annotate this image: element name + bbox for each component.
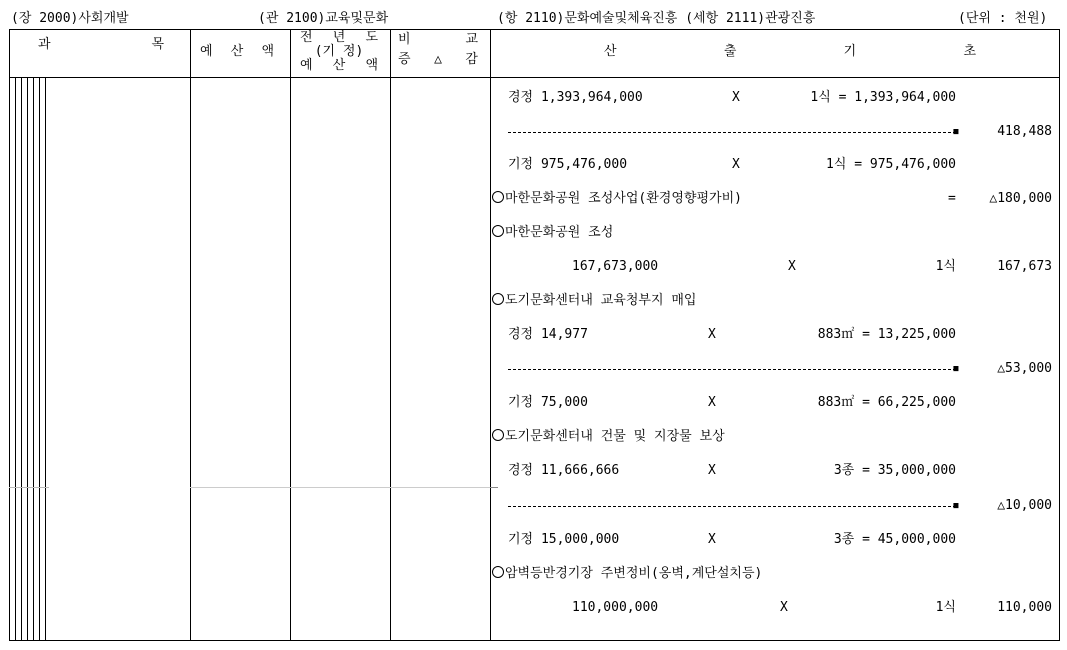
calc-label: 경정 11,666,666	[508, 463, 620, 478]
calc-label: 경정 1,393,964,000	[508, 90, 643, 105]
item-row	[492, 428, 1060, 448]
header-bottom-border	[9, 77, 1060, 78]
multiply-sign: X	[708, 327, 716, 342]
calc-amount: △53,000	[997, 361, 1052, 376]
col-text: △	[434, 52, 442, 67]
multiply-sign: X	[708, 395, 716, 410]
calc-row	[492, 156, 1060, 176]
col-text: 초	[963, 44, 976, 59]
col-prev-year	[300, 31, 378, 73]
item-label: 도기문화센터내 교육청부지 매입	[505, 293, 697, 308]
calc-row	[492, 599, 1060, 619]
item-row	[492, 224, 1060, 244]
table-bottom-border	[9, 640, 1060, 641]
calc-label: 기정 975,476,000	[508, 157, 628, 172]
dash-line	[508, 506, 956, 507]
col-subject	[38, 38, 164, 52]
calc-qty: 3종 = 45,000,000	[833, 532, 956, 547]
col-text: 산	[332, 58, 346, 73]
col-text: 예	[300, 58, 313, 73]
calc-qty: 1식 = 1,393,964,000	[810, 90, 956, 105]
item-row	[492, 292, 1060, 312]
col-subject-b: 목	[151, 37, 164, 52]
dash-row	[492, 360, 1060, 380]
dash-row	[492, 497, 1060, 517]
item-row	[492, 565, 1060, 585]
divider-subject	[190, 29, 191, 641]
col-text: 산	[604, 44, 617, 59]
bullet-circle-icon	[492, 566, 504, 578]
calc-row	[492, 258, 1060, 278]
bullet-circle-icon	[492, 225, 504, 237]
subject-level-line	[27, 77, 28, 641]
calc-amount: △10,000	[997, 498, 1052, 513]
subject-level-line	[39, 77, 40, 641]
unit-label: (단위 : 천원)	[958, 11, 1048, 26]
subject-level-line	[15, 77, 16, 641]
calc-label: 경정 14,977	[508, 327, 588, 342]
calc-row	[492, 326, 1060, 346]
border-left	[9, 29, 10, 641]
col-text: 도	[365, 30, 378, 45]
calc-row	[492, 531, 1060, 551]
bullet-circle-icon	[492, 293, 504, 305]
chapter-label: (장 2000)사회개발	[11, 11, 129, 26]
multiply-sign: X	[708, 532, 716, 547]
divider-compare	[490, 29, 491, 641]
col-text: 감	[465, 52, 478, 67]
multiply-sign: X	[732, 90, 740, 105]
subject-level-line	[21, 77, 22, 641]
multiply-sign: X	[708, 463, 716, 478]
item-label: 마한문화공원 조성사업(환경영향평가비)	[505, 191, 742, 206]
col-text: 출	[723, 44, 737, 59]
bullet-circle-icon	[492, 191, 504, 203]
equals-sign: =	[948, 191, 956, 206]
col-budget	[200, 45, 274, 59]
multiply-sign: X	[788, 259, 796, 274]
calc-row	[492, 394, 1060, 414]
dash-line	[508, 132, 956, 133]
calc-amount: 167,673	[997, 259, 1052, 274]
col-text: 예	[200, 44, 213, 59]
calc-label: 167,673,000	[572, 259, 659, 274]
calc-qty: 1식	[935, 600, 956, 615]
table-top-border	[9, 29, 1060, 30]
divider-budget	[290, 29, 291, 641]
dash-end: ▪	[952, 498, 960, 513]
multiply-sign: X	[780, 600, 788, 615]
calc-label: 기정 15,000,000	[508, 532, 620, 547]
multiply-sign: X	[732, 157, 740, 172]
calc-qty: 1식 = 975,476,000	[826, 157, 956, 172]
item-label: 마한문화공원 조성	[505, 225, 614, 240]
item-label: 암벽등반경기장 주변정비(옹벽,계단설치등)	[505, 566, 763, 581]
calc-label: 110,000,000	[572, 600, 659, 615]
calc-qty: 3종 = 35,000,000	[833, 463, 956, 478]
item-label: (항 2110)문화예술및체육진흥 (세항 2111)관광진흥	[497, 11, 816, 26]
dash-row	[492, 123, 1060, 143]
col-text: 액	[261, 44, 274, 59]
calc-qty: 1식	[935, 259, 956, 274]
calc-amount: 418,488	[997, 124, 1052, 139]
col-text: 액	[365, 58, 378, 73]
col-text: 전	[300, 30, 313, 45]
page-break-mark	[190, 487, 491, 488]
page-break-mark	[9, 487, 49, 488]
col-text: 산	[230, 44, 244, 59]
calc-label: 기정 75,000	[508, 395, 588, 410]
dash-end: ▪	[952, 124, 960, 139]
calc-amount: 110,000	[997, 600, 1052, 615]
dash-line	[508, 369, 956, 370]
subject-level-line	[45, 77, 46, 641]
col-subject-a: 과	[38, 37, 51, 52]
dash-end: ▪	[952, 361, 960, 376]
subject-level-line	[33, 77, 34, 641]
calc-qty: 883㎡ = 66,225,000	[817, 395, 956, 410]
divider-prev	[390, 29, 391, 641]
col-text: 비	[398, 32, 411, 47]
col-text: 기	[843, 44, 857, 59]
calc-row	[492, 89, 1060, 109]
item-label: 도기문화센터내 건물 및 지장물 보상	[505, 429, 725, 444]
col-text: 교	[465, 32, 478, 47]
col-basis	[604, 45, 976, 59]
col-compare	[398, 33, 478, 67]
calc-qty: 883㎡ = 13,225,000	[817, 327, 956, 342]
calc-amount: △180,000	[989, 191, 1052, 206]
page-break-mark	[490, 487, 498, 488]
section-label: (관 2100)교육및문화	[258, 11, 389, 26]
col-text: 증	[398, 52, 411, 67]
calc-row	[492, 462, 1060, 482]
item-row	[492, 190, 1060, 210]
col-text: (기 정)	[314, 44, 364, 59]
col-text: 년	[332, 30, 346, 45]
bullet-circle-icon	[492, 429, 504, 441]
